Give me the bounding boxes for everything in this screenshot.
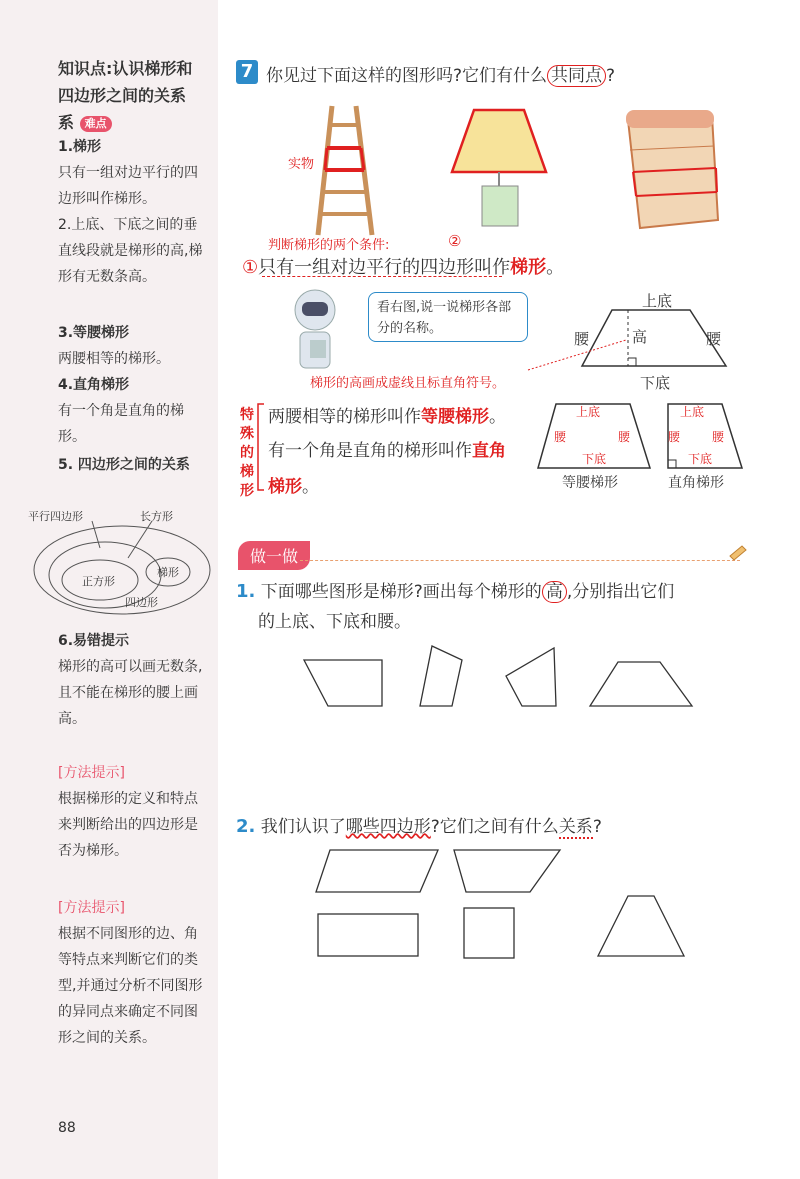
section-1-body: 只有一组对边平行的四边形叫作梯形。	[58, 165, 198, 207]
label-leg-right: 腰	[706, 330, 722, 348]
right-leg-right-label: 腰	[712, 430, 725, 444]
label-leg-left: 腰	[574, 330, 590, 348]
height-note: 梯形的高画成虚线且标直角符号。	[310, 376, 506, 391]
q2-square	[464, 908, 514, 958]
q2-trapezoid-1	[454, 850, 560, 892]
venn-label-square: 正方形	[82, 575, 115, 588]
robot-speech-bubble: 看右图,说一说梯形各部分的名称。	[368, 292, 528, 342]
right-trapezoid-term-part2: 梯形	[268, 477, 302, 497]
q1-shape-4	[590, 662, 692, 706]
iso-leg-right-label: 腰	[618, 430, 631, 444]
q1-circled-keyword: 高	[542, 581, 567, 603]
right-top-base-label: 上底	[680, 405, 705, 419]
sidebar-title-line1: 知识点:认识梯形和	[58, 59, 193, 78]
iso-bottom-base-label: 下底	[582, 452, 607, 466]
question-text: 你见过下面这样的图形吗?它们有什么	[266, 66, 548, 86]
right-bottom-base-label: 下底	[688, 452, 713, 466]
iso-caption: 等腰梯形	[562, 475, 618, 491]
sidebar-title-line3: 系	[58, 113, 75, 132]
q1-shape-1	[304, 660, 382, 706]
venn-label-parallelogram: 平行四边形	[28, 510, 83, 523]
q2-trapezoid-2	[598, 896, 684, 956]
isosceles-text: 两腰相等的梯形叫作	[268, 407, 421, 427]
q2-number: 2.	[236, 816, 256, 837]
right-trapezoid-period: 。	[302, 477, 319, 497]
q2-text-mid: ?它们之间有什么	[430, 817, 559, 837]
right-caption: 直角梯形	[668, 475, 724, 491]
method-tip-1-heading: [方法提示]	[58, 765, 125, 781]
method-tip-2-body: 根据不同图形的边、角等特点来判断它们的类型,并通过分析不同图形的异同点来确定不同图形之间的关系。	[58, 926, 203, 1046]
q1-shape-2	[420, 646, 462, 706]
section-5-heading: 5. 四边形之间的关系	[58, 457, 190, 473]
problem-number-7: 7	[236, 60, 258, 84]
q1-number: 1.	[236, 581, 256, 602]
right-trapezoid-term-part1: 直角	[472, 441, 506, 461]
sidebar-section-2: 2.上底、下底之间的垂直线段就是梯形的高,梯形有无数条高。	[58, 217, 203, 285]
venn-label-rectangle: 长方形	[140, 510, 173, 523]
special-trapezoid-label: 特殊的梯形	[240, 407, 254, 499]
venn-label-trapezoid: 梯形	[157, 566, 179, 579]
section-6-heading: 6.易错提示	[58, 633, 130, 649]
section-1-heading: 1.梯形	[58, 139, 102, 155]
q2-rectangle	[318, 914, 418, 956]
question-end: ?	[606, 66, 616, 86]
q2-wavy-keyword: 哪些四边形	[345, 817, 431, 837]
right-trapezoid-text: 有一个角是直角的梯形叫作	[268, 441, 472, 461]
venn-label-quadrilateral: 四边形	[125, 596, 158, 609]
section-4-heading: 4.直角梯形	[58, 377, 130, 393]
real-objects-label: 实物	[288, 157, 315, 172]
conditions-label: 判断梯形的两个条件:	[268, 238, 390, 253]
practice-q1-line2: 的上底、下底和腰。	[258, 612, 411, 632]
definition-term: 梯形	[510, 257, 547, 278]
q2-dotted-keyword: 关系	[558, 817, 593, 837]
right-leg-left-label: 腰	[668, 430, 681, 444]
section-6-body: 梯形的高可以画无数条,且不能在梯形的腰上画高。	[58, 659, 203, 727]
condition-1-marker: ①	[242, 257, 259, 278]
q1-text: 下面哪些图形是梯形?画出每个梯形的	[260, 582, 542, 602]
circled-keyword: 共同点	[547, 65, 606, 87]
q1-shape-3	[506, 648, 556, 706]
iso-leg-left-label: 腰	[554, 430, 567, 444]
q2-parallelogram	[316, 850, 438, 892]
iso-top-base-label: 上底	[576, 405, 601, 419]
condition-2-marker: ②	[448, 232, 462, 250]
practice-q2	[236, 812, 602, 842]
isosceles-period: 。	[489, 407, 506, 427]
section-4-body: 有一个角是直角的梯形。	[58, 403, 184, 445]
q2-text-end: ?	[592, 817, 602, 837]
page-number: 88	[58, 1120, 76, 1136]
method-tip-1-body: 根据梯形的定义和特点来判断给出的四边形是否为梯形。	[58, 791, 198, 859]
difficulty-tag: 难点	[80, 116, 112, 132]
label-top-base: 上底	[642, 292, 673, 310]
q2-text: 我们认识了	[260, 817, 346, 837]
section-3-heading: 3.等腰梯形	[58, 325, 130, 341]
definition-period: 。	[546, 257, 565, 278]
definition-text: 只有一组对边平行的四边形叫作	[258, 257, 511, 278]
practice-header: 做一做	[238, 541, 310, 570]
method-tip-2-heading: [方法提示]	[58, 900, 125, 916]
section-3-body: 两腰相等的梯形。	[58, 351, 170, 367]
sidebar-title-line2: 四边形之间的关系	[58, 86, 187, 105]
label-height: 高	[632, 328, 648, 346]
isosceles-term: 等腰梯形	[421, 407, 489, 427]
q1-text-end: ,分别指出它们	[566, 582, 675, 602]
label-bottom-base: 下底	[640, 374, 671, 392]
